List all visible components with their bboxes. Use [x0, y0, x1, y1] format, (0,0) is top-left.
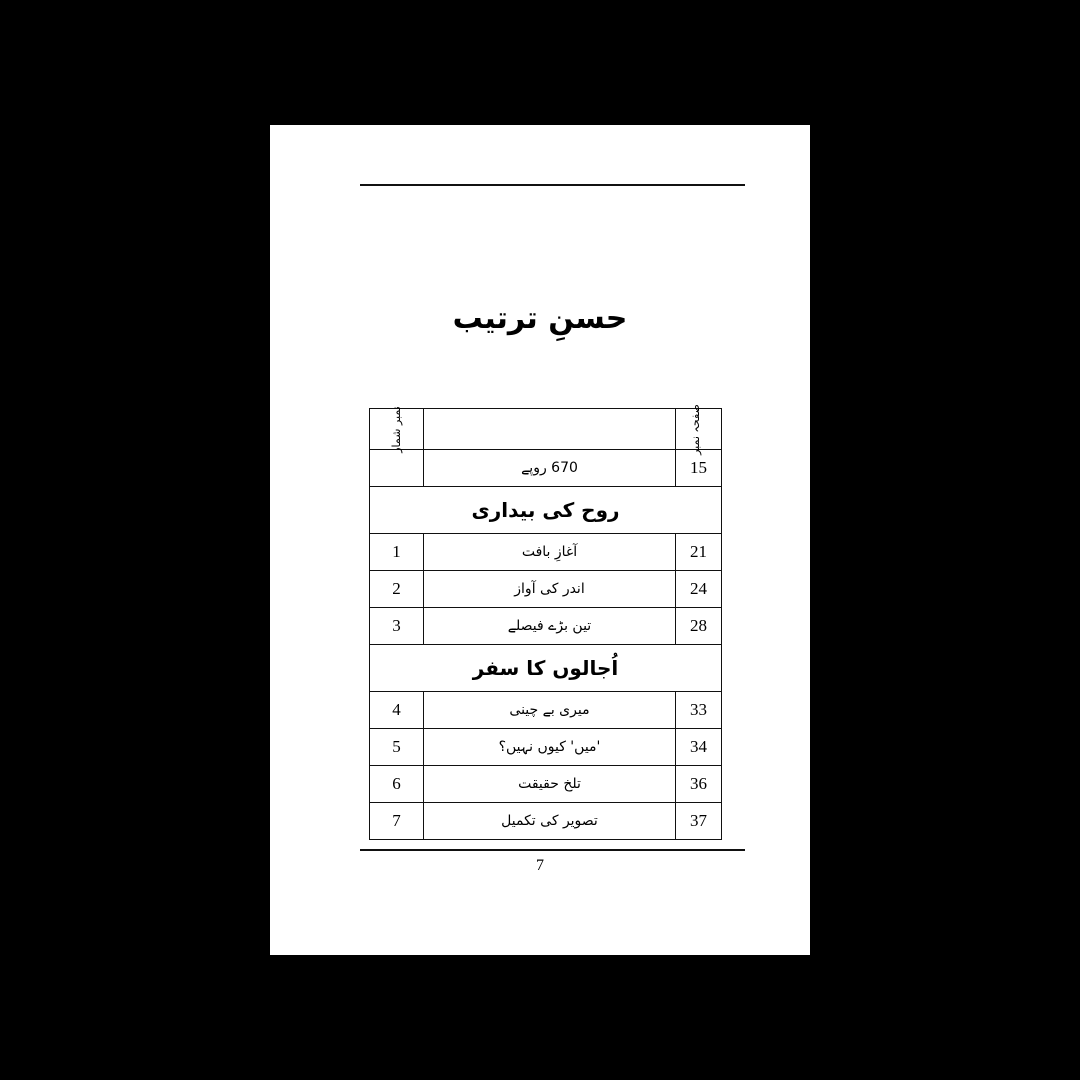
footer-divider: [360, 849, 745, 851]
toc-table: [369, 403, 722, 840]
toc-entry-serial: 6: [370, 766, 424, 803]
toc-entry-title-cell[interactable]: [424, 692, 676, 729]
toc-entry-serial: 2: [370, 571, 424, 608]
toc-entry-serial: 4: [370, 692, 424, 729]
toc-entry-page: 28: [676, 608, 722, 645]
table-row[interactable]: [370, 534, 722, 571]
toc-entry-serial: [370, 450, 424, 487]
toc-header-title: [424, 409, 676, 450]
toc-entry-title: تلخ حقیقت: [518, 776, 581, 792]
toc-entry-title-cell[interactable]: [424, 450, 676, 487]
toc-entry-title: تصویر کی تکمیل: [501, 813, 598, 829]
toc-entry-page: 34: [676, 729, 722, 766]
table-row[interactable]: [370, 608, 722, 645]
table-row[interactable]: [370, 766, 722, 803]
toc-header-row: [370, 409, 722, 450]
toc-entry-serial: 1: [370, 534, 424, 571]
toc-entry-title: اندر کی آواز: [514, 581, 585, 597]
table-of-contents: [370, 403, 722, 840]
page-content: [270, 125, 810, 955]
toc-entry-page: 24: [676, 571, 722, 608]
toc-entry-title-cell[interactable]: [424, 766, 676, 803]
table-row[interactable]: [370, 571, 722, 608]
table-row[interactable]: [370, 729, 722, 766]
toc-entry-title-cell[interactable]: [424, 608, 676, 645]
toc-section-row: [370, 645, 722, 692]
toc-entry-page: 36: [676, 766, 722, 803]
document-page: [270, 125, 810, 955]
toc-entry-page: 15: [676, 450, 722, 487]
toc-entry-serial: 5: [370, 729, 424, 766]
table-row[interactable]: [370, 450, 722, 487]
toc-section-title: روح کی بیداری: [370, 487, 722, 534]
toc-entry-title: میری بے چینی: [509, 702, 590, 718]
toc-entry-title-cell[interactable]: [424, 571, 676, 608]
toc-header-serial: [370, 405, 424, 453]
table-row[interactable]: [370, 803, 722, 840]
page-title: حسنِ ترتیب: [452, 301, 628, 336]
toc-entry-title-cell[interactable]: [424, 729, 676, 766]
toc-entry-page: 37: [676, 803, 722, 840]
toc-entry-title: 670 روپے: [521, 460, 578, 476]
toc-entry-title: 'میں' کیوں نہیں؟: [498, 739, 601, 755]
toc-entry-serial: 7: [370, 803, 424, 840]
toc-section-title: اُجالوں کا سفر: [370, 645, 722, 692]
toc-header-page-number-label: صفحہ نمبر: [689, 403, 703, 455]
footer-page-number: 7: [536, 857, 544, 874]
toc-entry-title: تین بڑے فیصلے: [507, 618, 592, 634]
toc-entry-page: 33: [676, 692, 722, 729]
toc-entry-title-cell[interactable]: [424, 534, 676, 571]
toc-header-page-number: [676, 403, 722, 455]
toc-section-row: [370, 487, 722, 534]
header-divider: [360, 184, 745, 186]
toc-header-serial-label: نمبر شمار: [389, 405, 403, 453]
toc-entry-serial: 3: [370, 608, 424, 645]
toc-entry-title-cell[interactable]: [424, 803, 676, 840]
toc-entry-page: 21: [676, 534, 722, 571]
toc-entry-title: آغازِ بافت: [521, 544, 578, 560]
table-row[interactable]: [370, 692, 722, 729]
